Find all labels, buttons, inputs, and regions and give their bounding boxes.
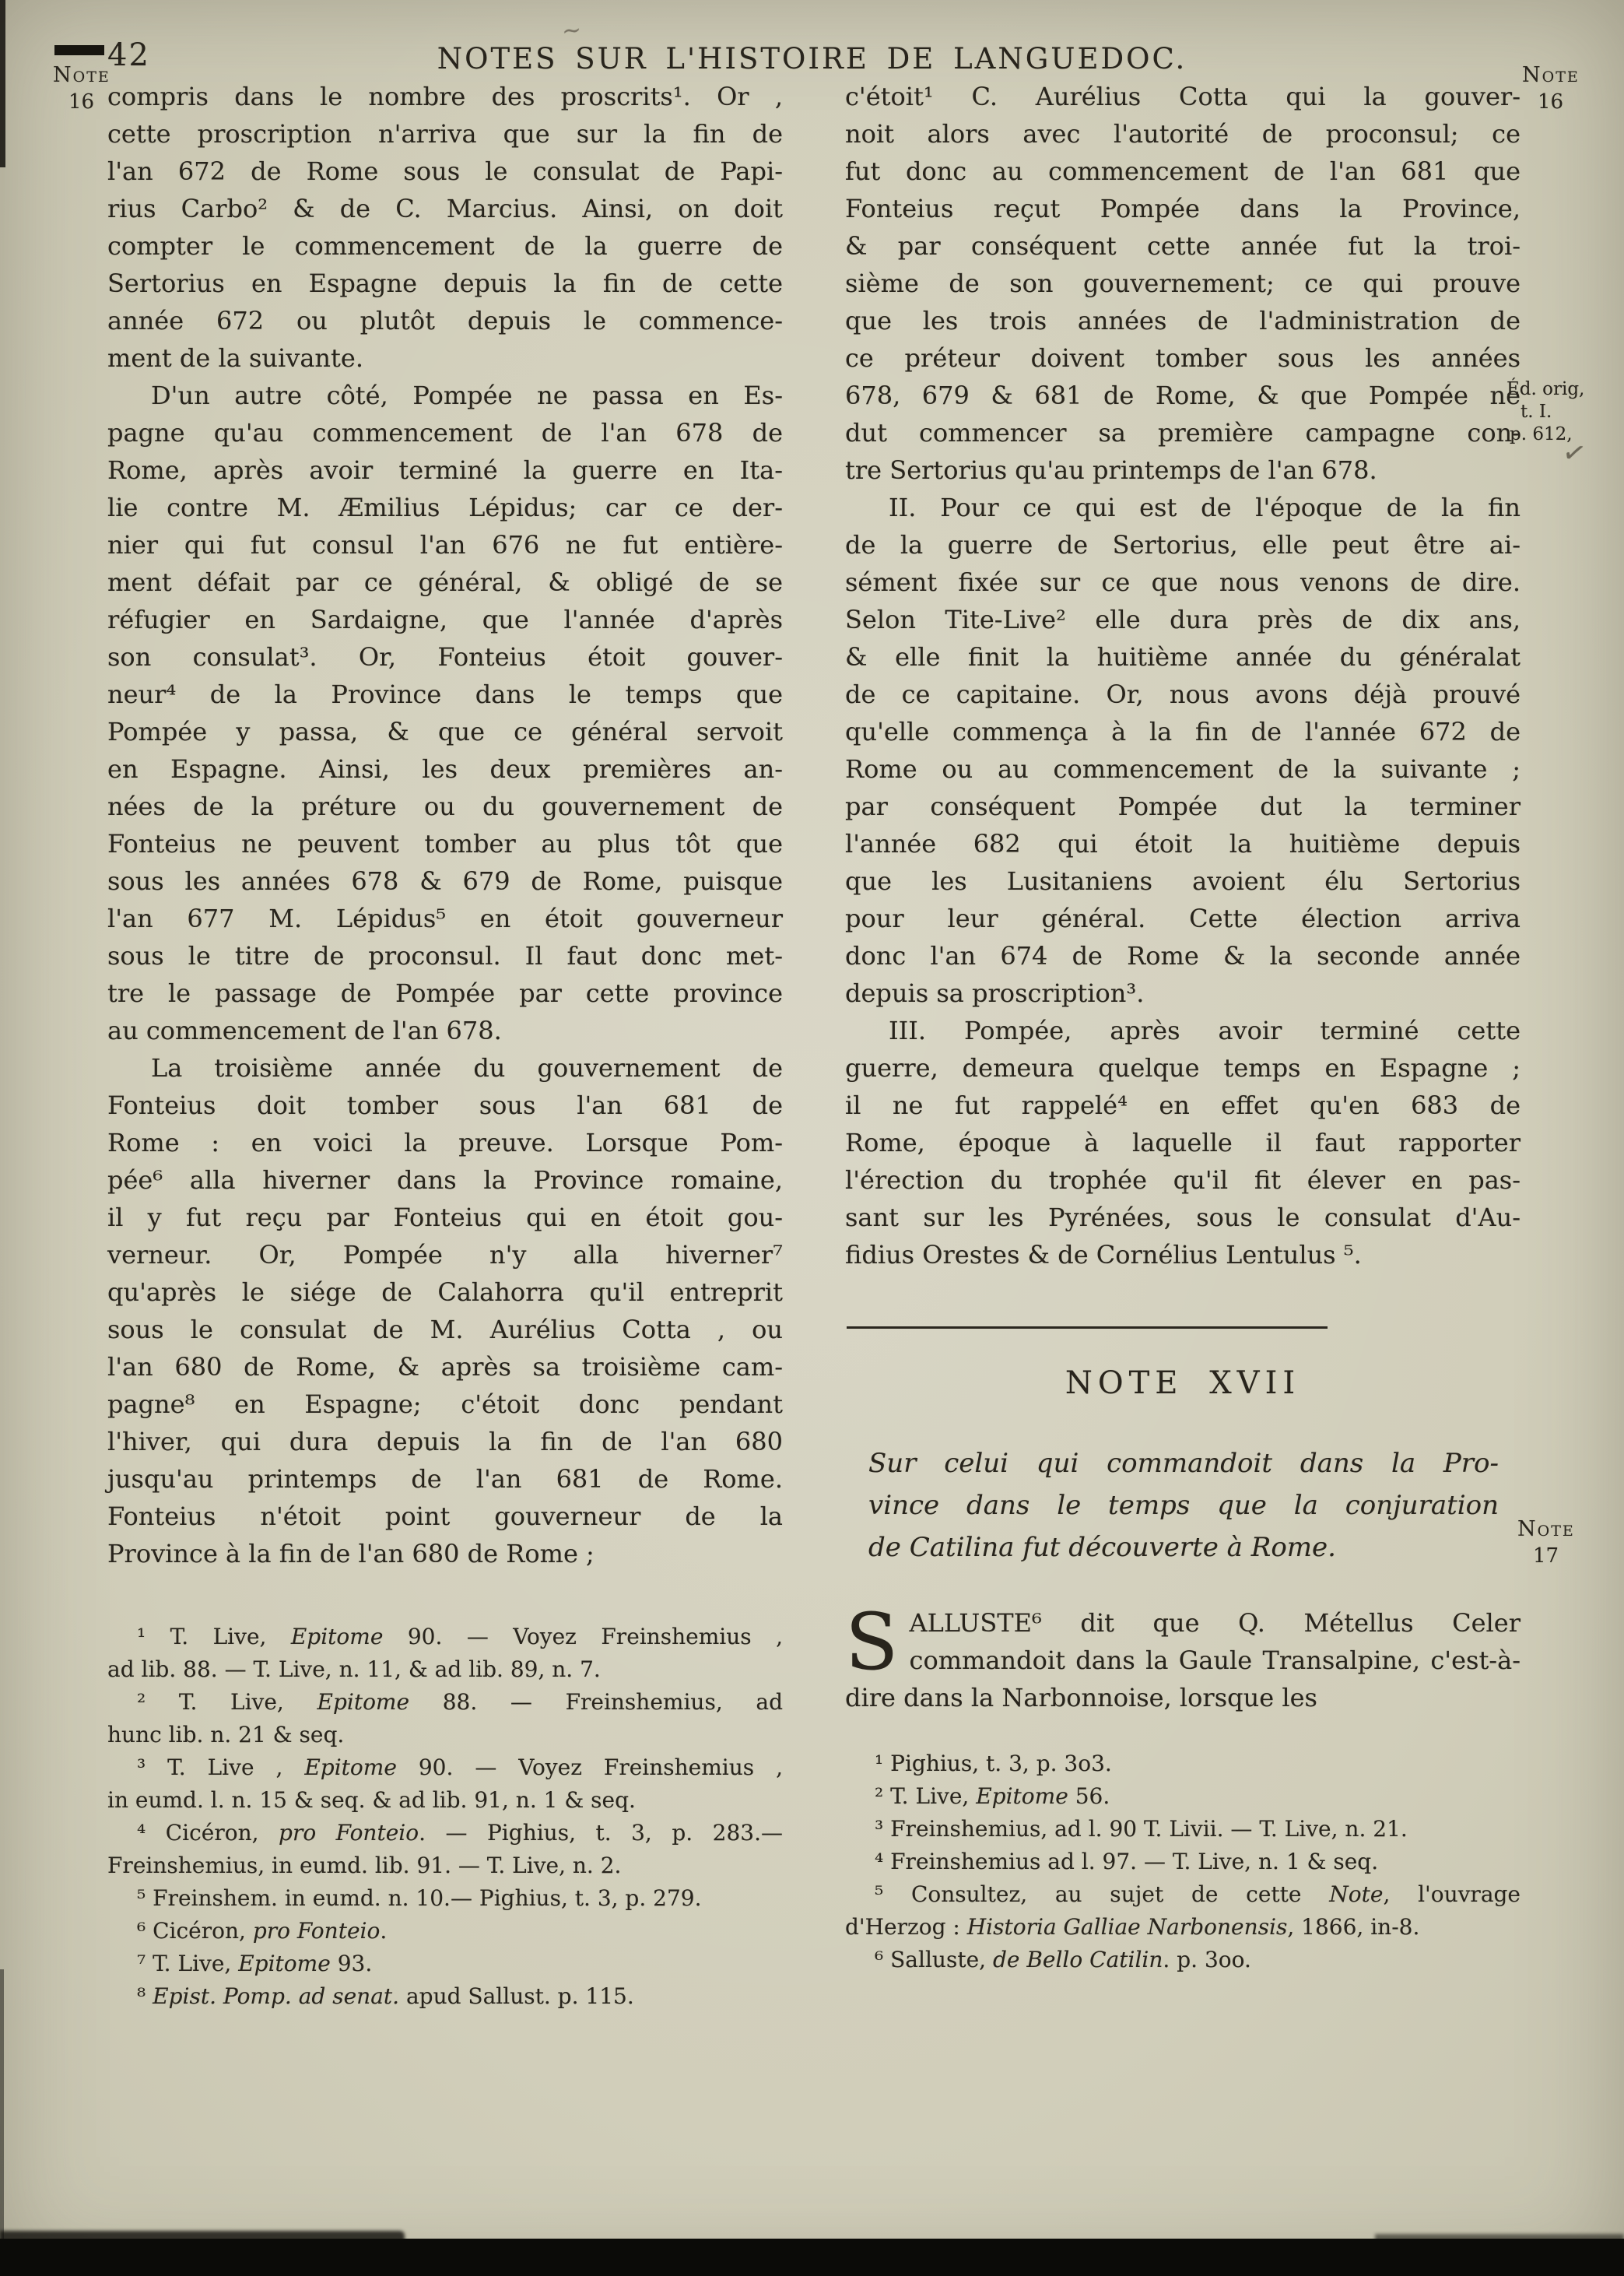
footnote-line: ¹ Pighius, t. 3, p. 3o3.	[875, 1751, 1112, 1776]
text-line: D'un autre côté, Pompée ne passa en Es-	[151, 381, 783, 410]
text-line: l'hiver, qui dura depuis la fin de l'an 680	[107, 1427, 783, 1456]
text-line: Pompée y passa, & que ce général servoit	[107, 717, 783, 746]
text-line: dut commencer sa première campagne con-	[845, 418, 1521, 448]
text-line: Fonteius reçut Pompée dans la Province,	[845, 194, 1521, 223]
text-line: compter le commencement de la guerre de	[107, 231, 783, 261]
footnote-line: in eumd. l. n. 15 & seq. & ad lib. 91, n. 1 & seq.	[107, 1787, 636, 1813]
pen-mark-artifact: ✓	[1559, 435, 1590, 472]
footnote-line: ⁶ Salluste, de Bello Catilin. p. 3oo.	[875, 1947, 1251, 1972]
text-line: qu'elle commença à la fin de l'année 672 de	[845, 717, 1521, 746]
text-line: La troisième année du gouvernement de	[151, 1053, 783, 1083]
text-line: de ce capitaine. Or, nous avons déjà prouvé	[845, 680, 1521, 709]
text-line: donc l'an 674 de Rome & la seconde année	[845, 941, 1521, 971]
text-line: & par conséquent cette année fut la troi-	[845, 231, 1521, 261]
left-column-paragraphs	[107, 78, 783, 1572]
text-line: noit alors avec l'autorité de proconsul; ce	[845, 119, 1521, 149]
text-line: ce préteur doivent tomber sous les années	[845, 343, 1521, 373]
footnote-line: ¹ T. Live, Epitome 90. — Voyez Freinshemius ,	[137, 1624, 783, 1649]
note-xvii-heading: NOTE XVII	[1065, 1365, 1301, 1401]
text-line: que les trois années de l'administration de	[845, 306, 1521, 335]
text-line: l'an 677 M. Lépidus⁵ en étoit gouverneur	[107, 904, 783, 933]
text-line: Fonteius ne peuvent tomber au plus tôt que	[107, 829, 783, 859]
text-line: pée⁶ alla hiverner dans la Province romaine,	[107, 1165, 783, 1195]
footnote-line: ³ T. Live , Epitome 90. — Voyez Freinshemius ,	[137, 1754, 783, 1780]
paragraph	[107, 1049, 783, 1572]
margin-note-number: 16	[1538, 90, 1564, 114]
text-line: au commencement de l'an 678.	[107, 1016, 502, 1045]
margin-note-16-right	[1522, 62, 1580, 115]
left-column	[107, 78, 783, 2013]
text-line: sément fixée sur ce que nous venons de dire.	[845, 567, 1521, 597]
paragraph	[107, 78, 783, 377]
text-line: qu'après le siége de Calahorra qu'il entreprit	[107, 1277, 783, 1307]
text-line: 678, 679 & 681 de Rome, & que Pompée ne	[845, 381, 1521, 410]
page-number: 42	[107, 37, 150, 73]
text-line: que les Lusitaniens avoient élu Sertorius	[845, 866, 1521, 896]
text-line: réfugier en Sardaigne, que l'année d'après	[107, 605, 783, 634]
footnote-line: ⁷ T. Live, Epitome 93.	[137, 1951, 373, 1976]
text-line: l'année 682 qui étoit la huitième depuis	[845, 829, 1521, 859]
subtitle-line: Sur celui qui commandoit dans la Pro-	[868, 1448, 1499, 1479]
note-xvii-subtitle	[845, 1442, 1521, 1568]
text-line: l'érection du trophée qu'il fit élever en pas-	[845, 1165, 1521, 1195]
margin-note-number: 16	[68, 90, 95, 114]
margin-note-word: Note	[1522, 63, 1580, 87]
text-line: II. Pour ce qui est de l'époque de la fin	[889, 493, 1521, 522]
note-xvii-opening-paragraph	[845, 1596, 1521, 1716]
footnote-line: ⁶ Cicéron, pro Fonteio.	[137, 1918, 388, 1944]
scan-edge-smudge-right	[1375, 2234, 1624, 2242]
footnote-line: ⁴ Freinshemius ad l. 97. — T. Live, n. 1 & seq.	[875, 1849, 1379, 1874]
text-line: en Espagne. Ainsi, les deux premières an-	[107, 754, 783, 784]
text-line: l'an 672 de Rome sous le consulat de Papi-	[107, 156, 783, 186]
footnote-line: ⁴ Cicéron, pro Fonteio. — Pighius, t. 3, p. 283.—	[137, 1820, 783, 1846]
text-line: pagne qu'au commencement de l'an 678 de	[107, 418, 783, 448]
scan-edge-artifact-top-left	[0, 0, 5, 167]
footnote-line: ² T. Live, Epitome 88. — Freinshemius, ad	[137, 1689, 783, 1715]
footnote-line: hunc lib. n. 21 & seq.	[107, 1722, 345, 1747]
text-line: Rome, après avoir terminé la guerre en Ita-	[107, 455, 783, 485]
right-column-footnotes	[845, 1747, 1521, 1976]
text-line: rius Carbo² & de C. Marcius. Ainsi, on doit	[107, 194, 783, 223]
paragraph	[845, 1012, 1521, 1273]
footnote-line: Freinshemius, in eumd. lib. 91. — T. Live, n. 2.	[107, 1853, 622, 1878]
text-line: Province à la fin de l'an 680 de Rome ;	[107, 1539, 595, 1568]
paragraph	[845, 489, 1521, 1012]
text-line: année 672 ou plutôt depuis le commence-	[107, 306, 783, 335]
footnote-line: ² T. Live, Epitome 56.	[875, 1783, 1110, 1809]
text-line: son consulat³. Or, Fonteius étoit gouver-	[107, 642, 783, 672]
text-line: sous le titre de proconsul. Il faut donc met-	[107, 941, 783, 971]
right-column-paragraphs	[845, 78, 1521, 1273]
footnote-line: ⁵ Freinshem. in eumd. n. 10.— Pighius, t. 3, p. 279.	[137, 1885, 702, 1911]
text-line: Rome, époque à laquelle il faut rapporter	[845, 1128, 1521, 1157]
text-line: verneur. Or, Pompée n'y alla hiverner⁷	[107, 1240, 783, 1270]
opening-text: ALLUSTE⁶ dit que Q. Métellus Celer commandoit dans la Gaule Transalpine, c'est-à-dire dans la Narbonnoise, lorsque les	[845, 1608, 1521, 1712]
text-line: Fonteius n'étoit point gouverneur de la	[107, 1502, 783, 1531]
text-line: tre Sertorius qu'au printemps de l'an 678.	[845, 455, 1377, 485]
text-line: neur⁴ de la Province dans le temps que	[107, 680, 783, 709]
footnote-line: ³ Freinshemius, ad l. 90 T. Livii. — T. Live, n. 21.	[875, 1816, 1408, 1842]
text-line: Fonteius doit tomber sous l'an 681 de	[107, 1091, 783, 1120]
text-line: nier qui fut consul l'an 676 ne fut entière-	[107, 530, 783, 560]
dropcap-letter: S	[845, 1596, 899, 1688]
scan-edge-bar-bottom	[0, 2239, 1624, 2276]
edition-line: Éd. orig,	[1506, 379, 1585, 399]
text-line: l'an 680 de Rome, & après sa troisième cam-	[107, 1352, 783, 1382]
text-line: sous les années 678 & 679 de Rome, puisque	[107, 866, 783, 896]
text-line: Rome ou au commencement de la suivante ;	[845, 754, 1521, 784]
text-line: lie contre M. Æmilius Lépidus; car ce der-	[107, 493, 783, 522]
text-line: ment de la suivante.	[107, 343, 363, 373]
text-line: pour leur général. Cette élection arriva	[845, 904, 1521, 933]
text-line: il y fut reçu par Fonteius qui en étoit gou-	[107, 1203, 783, 1232]
text-line: compris dans le nombre des proscrits¹. Or ,	[107, 82, 783, 111]
text-line: cette proscription n'arriva que sur la fin de	[107, 119, 783, 149]
text-line: depuis sa proscription³.	[845, 978, 1145, 1008]
text-line: sième de son gouvernement; ce qui prouve	[845, 269, 1521, 298]
text-line: ment défait par ce général, & obligé de se	[107, 567, 783, 597]
margin-note-word: Note	[1517, 1517, 1575, 1541]
text-line: sant sur les Pyrénées, sous le consulat d'Au-	[845, 1203, 1521, 1232]
footnote-line: ⁵ Consultez, au sujet de cette Note, l'ouvrage	[875, 1881, 1521, 1907]
squiggle-artifact: ∼	[560, 16, 583, 46]
text-line: guerre, demeura quelque temps en Espagne ;	[845, 1053, 1521, 1083]
text-line: nées de la préture ou du gouvernement de	[107, 792, 783, 821]
footnote-line: ad lib. 88. — T. Live, n. 11, & ad lib. 89, n. 7.	[107, 1656, 601, 1682]
section-divider-rule	[847, 1326, 1328, 1329]
text-line: fut donc au commencement de l'an 681 que	[845, 156, 1521, 186]
subtitle-line: de Catilina fut découverte à Rome.	[868, 1532, 1336, 1563]
edition-line: t. I.	[1521, 402, 1552, 422]
margin-note-number: 17	[1533, 1544, 1559, 1568]
text-line: pagne⁸ en Espagne; c'étoit donc pendant	[107, 1389, 783, 1419]
text-line: tre le passage de Pompée par cette province	[107, 978, 783, 1008]
left-column-footnotes	[107, 1621, 783, 2013]
text-line: sous le consulat de M. Aurélius Cotta , ou	[107, 1315, 783, 1344]
subtitle-line: vince dans le temps que la conjuration	[868, 1490, 1499, 1521]
text-line: Selon Tite-Live² elle dura près de dix ans,	[845, 605, 1521, 634]
text-line: III. Pompée, après avoir terminé cette	[889, 1016, 1521, 1045]
edition-line: p. 612,	[1510, 424, 1573, 444]
footnote-line: d'Herzog : Historia Galliae Narbonensis, 1866, in-8.	[845, 1914, 1420, 1940]
scan-edge-artifact-bottom-left	[0, 1969, 4, 2276]
running-title: NOTES SUR L'HISTOIRE DE LANGUEDOC.	[437, 42, 1187, 76]
footnote-line: ⁸ Epist. Pomp. ad senat. apud Sallust. p. 115.	[137, 1983, 634, 2009]
paragraph	[107, 377, 783, 1049]
text-line: c'étoit¹ C. Aurélius Cotta qui la gouver-	[845, 82, 1521, 111]
text-line: Sertorius en Espagne depuis la fin de cette	[107, 269, 783, 298]
text-line: de la guerre de Sertorius, elle peut être ai-	[845, 530, 1521, 560]
paragraph	[845, 78, 1521, 489]
text-line: par conséquent Pompée dut la terminer	[845, 792, 1521, 821]
text-line: jusqu'au printemps de l'an 681 de Rome.	[107, 1464, 783, 1494]
text-line: il ne fut rappelé⁴ en effet qu'en 683 de	[845, 1091, 1521, 1120]
margin-note-word: Note	[53, 63, 110, 87]
margin-note-17-right	[1517, 1516, 1575, 1569]
right-column	[845, 78, 1521, 1976]
text-line: fidius Orestes & de Cornélius Lentulus ⁵.	[845, 1240, 1362, 1270]
text-line: & elle finit la huitième année du généralat	[845, 642, 1521, 672]
margin-note-16-left	[53, 62, 110, 115]
text-line: Rome : en voici la preuve. Lorsque Pom-	[107, 1128, 783, 1157]
scan-edge-smudge-left	[0, 2231, 405, 2242]
